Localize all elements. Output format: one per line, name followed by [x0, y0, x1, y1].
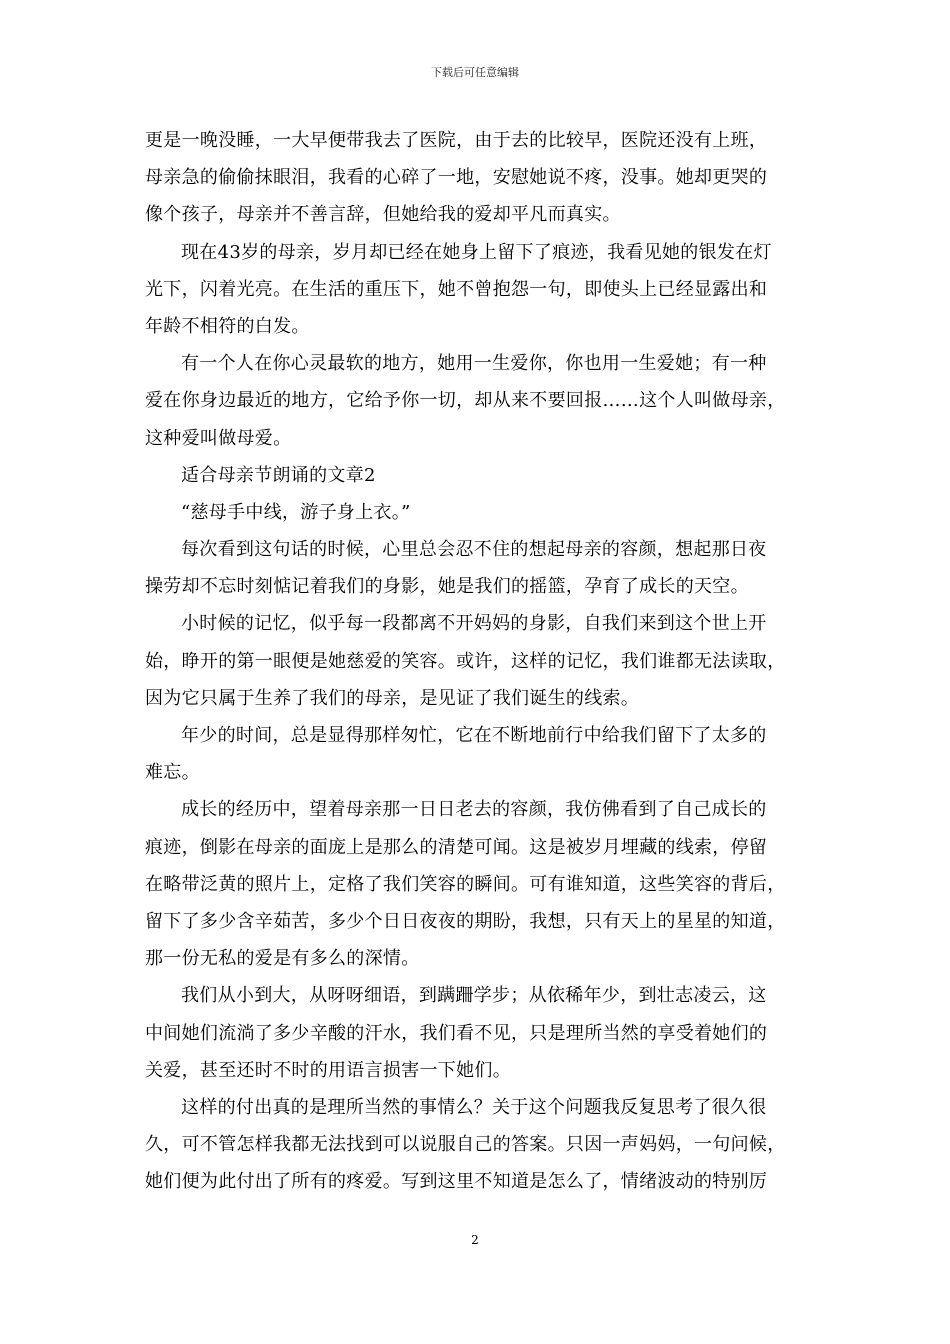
text-line: 年少的时间，总是显得那样匆忙，它在不断地前行中给我们留下了太多的: [181, 725, 767, 746]
text-line: 难忘。: [145, 762, 200, 784]
text-line: 更是一晚没睡，一大早便带我去了医院，由于去的比较早，医院还没有上班，: [145, 130, 768, 151]
text-line: 中间她们流淌了多少辛酸的汗水，我们看不见，只是理所当然的享受着她们的: [145, 1022, 768, 1044]
text-line: 年龄不相符的白发。: [145, 315, 310, 337]
text-line: 小时候的记忆，似乎每一段都离不开妈妈的身影，自我们来到这个世上开: [181, 613, 767, 635]
text-line: 在略带泛黄的照片上，定格了我们笑容的瞬间。可有谁知道，这些笑容的背后，: [145, 873, 786, 895]
page-number: 2: [471, 1233, 479, 1247]
text-line: 始，睁开的第一眼便是她慈爱的笑容。或许，这样的记忆，我们谁都无法读取，: [145, 650, 786, 672]
text-line: 适合母亲节朗诵的文章2: [181, 464, 376, 486]
text-line: 母亲急的偷偷抹眼泪，我看的心碎了一地，安慰她说不疼，没事。她却更哭的: [145, 167, 768, 189]
text-line: 操劳却不忘时刻惦记着我们的身影，她是我们的摇篮，孕育了成长的天空。: [145, 576, 749, 598]
text-line: 她们便为此付出了所有的疼爱。写到这里不知道是怎么了，情绪波动的特别厉: [145, 1171, 768, 1193]
text-line: 有一个人在你心灵最软的地方，她用一生爱你，你也用一生爱她；有一种: [181, 353, 767, 375]
text-line: 爱在你身边最近的地方，它给予你一切，却从来不要回报……这个人叫做母亲，: [145, 390, 786, 412]
text-line: 这样的付出真的是理所当然的事情么？关于这个问题我反复思考了很久很: [181, 1096, 767, 1118]
text-line: 痕迹，倒影在母亲的面庞上是那么的清楚可闻。这是被岁月埋藏的线索，停留: [145, 836, 768, 858]
page-header: 下载后可任意编辑: [431, 66, 519, 79]
document-body: [145, 122, 809, 1200]
text-line: 我们从小到大，从呀呀细语，到蹒跚学步；从依稀年少，到壮志凌云，这: [181, 985, 767, 1007]
text-line: 关爱，甚至还时不时的用语言损害一下她们。: [145, 1059, 511, 1081]
text-line: 光下，闪着光亮。在生活的重压下，她不曾抱怨一句，即使头上已经显露出和: [145, 278, 768, 300]
text-line: “慈母手中线，游子身上衣。”: [181, 501, 411, 523]
text-line: 每次看到这句话的时候，心里总会忍不住的想起母亲的容颜，想起那日夜: [181, 539, 767, 561]
text-line: 那一份无私的爱是有多么的深情。: [145, 948, 420, 970]
text-line: 久，可不管怎样我都无法找到可以说服自己的答案。只因一声妈妈，一句问候，: [145, 1134, 786, 1156]
text-line: 现在43岁的母亲，岁月却已经在她身上留下了痕迹，我看见她的银发在灯: [181, 241, 772, 263]
text-line: 成长的经历中，望着母亲那一日日老去的容颜，我仿佛看到了自己成长的: [181, 799, 767, 821]
text-line: 留下了多少含辛茹苦，多少个日日夜夜的期盼，我想，只有天上的星星的知道，: [145, 910, 786, 932]
text-line: 因为它只属于生养了我们的母亲，是见证了我们诞生的线索。: [145, 687, 640, 709]
text-line: 像个孩子，母亲并不善言辞，但她给我的爱却平凡而真实。: [145, 204, 621, 226]
text-line: 这种爱叫做母爱。: [145, 427, 292, 449]
